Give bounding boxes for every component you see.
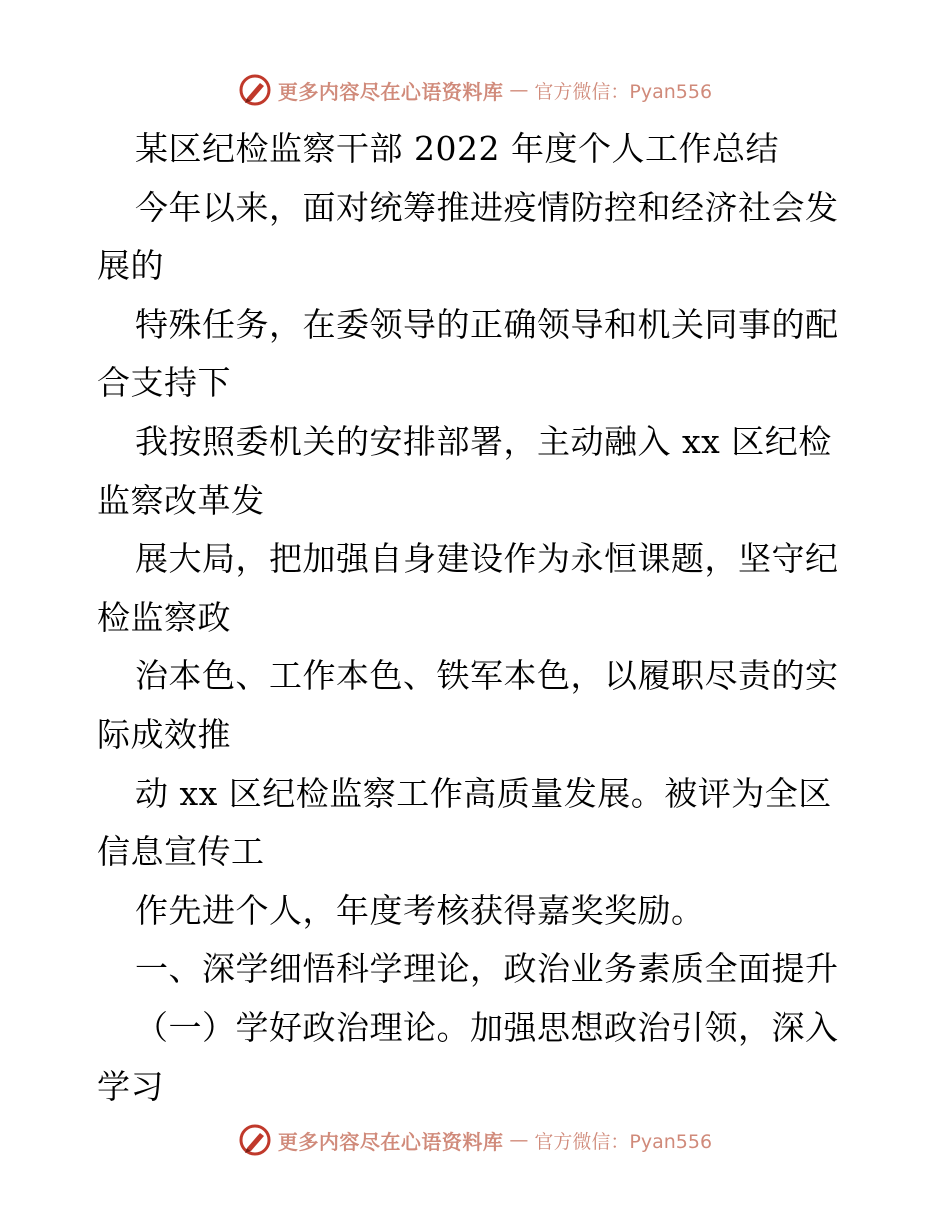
banner-dash: — [509,79,529,101]
text-line: （一）学好政治理论。加强思想政治引领，深入 [135,1007,839,1047]
text-line: 展大局，把加强自身建设作为永恒课题，坚守纪 [135,539,839,579]
footer-banner [0,1122,950,1158]
banner-wechat: 官方微信：Pyan556 [534,80,713,103]
text-line: 学习 [97,1066,164,1106]
text-line: 一、深学细悟科学理论，政治业务素质全面提升 [135,949,839,989]
banner-wechat: 官方微信：Pyan556 [534,1130,713,1153]
text-line: 作先进个人，年度考核获得嘉奖奖励。 [135,890,705,930]
header-banner [0,72,950,108]
document-body [97,120,852,1116]
text-line: 特殊任务，在委领导的正确领导和机关同事的配 [135,304,839,344]
pen-logo-icon [238,73,272,107]
text-line: 今年以来，面对统筹推进疫情防控和经济社会发 [135,187,839,227]
text-line: 监察改革发 [97,480,265,520]
text-line: 检监察政 [97,597,231,637]
text-line: 信息宣传工 [97,832,265,872]
banner-text: 更多内容尽在心语资料库 [277,1129,504,1154]
text-line: 某区纪检监察干部 2022 年度个人工作总结 [135,129,779,168]
text-line: 我按照委机关的安排部署，主动融入 xx 区纪检 [135,421,832,461]
banner-dash: — [509,1129,529,1151]
text-line: 际成效推 [97,714,231,754]
text-line: 动 xx 区纪检监察工作高质量发展。被评为全区 [135,773,832,813]
text-line: 合支持下 [97,363,231,403]
text-line: 治本色、工作本色、铁军本色，以履职尽责的实 [135,656,839,696]
pen-logo-icon [238,1123,272,1157]
text-line: 展的 [97,246,164,286]
banner-text: 更多内容尽在心语资料库 [277,79,504,104]
